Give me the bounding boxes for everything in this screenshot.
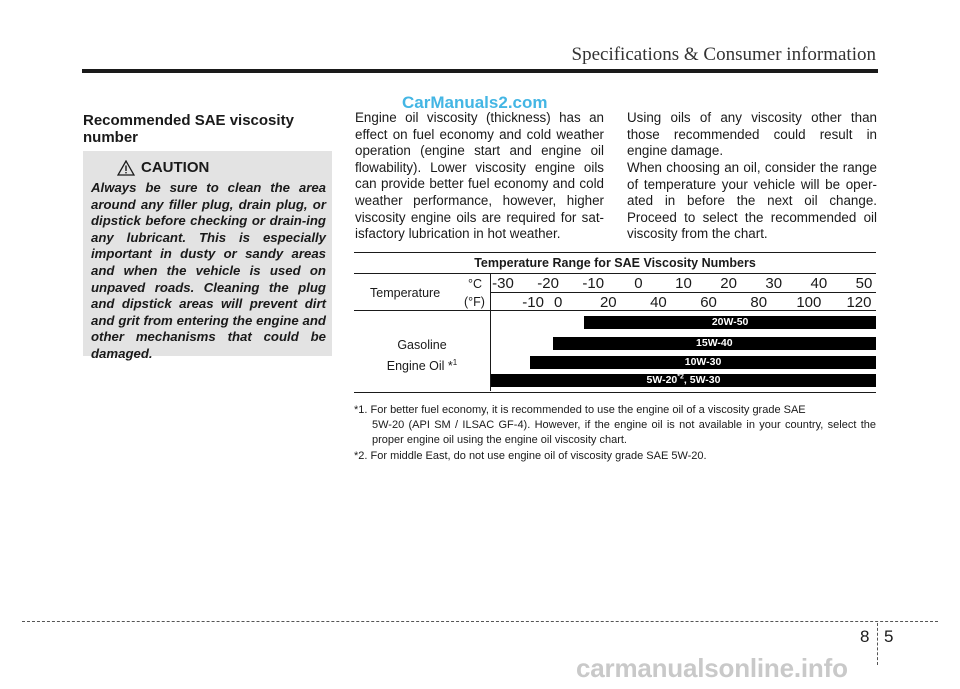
footnote-1-line2: 5W-20 (API SM / ILSAC GF-4). However, if the engine oil is not available in your country, select the proper engine oil using the engine oil viscosity chart. bbox=[372, 419, 876, 446]
viscosity-grade-label: 5W-20 bbox=[646, 374, 678, 386]
viscosity-bar bbox=[584, 316, 876, 329]
page-number-divider bbox=[877, 623, 878, 665]
fahrenheit-tick: 40 bbox=[650, 294, 667, 311]
gasoline-engine-oil-label bbox=[354, 337, 490, 375]
viscosity-bar bbox=[553, 337, 876, 350]
celsius-tick: -30 bbox=[492, 275, 514, 292]
viscosity-bar bbox=[530, 356, 876, 369]
viscosity-grade-label: 10W-30 bbox=[684, 356, 722, 368]
celsius-tick: -20 bbox=[537, 275, 559, 292]
celsius-tick: 40 bbox=[810, 275, 828, 292]
fahrenheit-tick: 0 bbox=[553, 294, 563, 311]
chapter-number: 8 bbox=[860, 627, 870, 646]
unit-fahrenheit: (°F) bbox=[464, 295, 485, 309]
viscosity-grade-label: 20W-50 bbox=[711, 316, 749, 328]
oil-label-line2: Engine Oil * bbox=[386, 359, 453, 374]
paragraph-choosing-oil: When choosing an oil, consider the range of temperature your vehicle will be oper-ated in before the next oil change. Proceed to select the recommended oil viscosity from the chart. bbox=[627, 160, 877, 242]
viscosity-table bbox=[354, 252, 876, 393]
watermark-bottom[interactable]: carmanualsonline.info bbox=[576, 653, 848, 683]
fahrenheit-tick: 60 bbox=[700, 294, 717, 311]
fahrenheit-tick: 80 bbox=[750, 294, 768, 311]
footer-rule bbox=[22, 621, 938, 622]
celsius-tick: 50 bbox=[855, 275, 873, 292]
footnote-1 bbox=[354, 403, 876, 448]
celsius-tick: 30 bbox=[765, 275, 783, 292]
viscosity-grade-footnote-mark: *2 bbox=[677, 373, 684, 381]
paragraph-viscosity-effect: Engine oil viscosity (thickness) has an effect on fuel economy and cold weather operation (engine start and engine oil flowability). Lower viscosity engine oils can provide better fuel economy and cold weather performance, however, higher viscosity engine oils are required for sat-isfactory lubrication in hot weather. bbox=[355, 110, 604, 242]
caution-text: Always be sure to clean the area around any filler plug, drain plug, or dipstick before checking or drain-ing any lubricant. This is especially important in dusty or sandy areas and when the vehicle is used on unpaved roads. Cleaning the plug and dipstick areas will prevent dirt and grit from entering the engine and other mechanisms that could be damaged. bbox=[91, 180, 326, 361]
warning-triangle-icon bbox=[117, 160, 135, 176]
watermark-top[interactable]: CarManuals2.com bbox=[402, 93, 548, 112]
fahrenheit-tick: -10 bbox=[522, 294, 544, 311]
header-rule bbox=[82, 69, 878, 73]
footnote-1-line1: *1. For better fuel economy, it is recommended to use the engine oil of a viscosity grade SAE bbox=[354, 404, 806, 416]
fahrenheit-tick: 20 bbox=[599, 294, 617, 311]
viscosity-bar bbox=[491, 374, 876, 387]
caution-header bbox=[117, 159, 326, 176]
oil-label-line1: Gasoline bbox=[397, 338, 447, 352]
oil-label-footnote-mark: 1 bbox=[452, 358, 458, 367]
paragraph-damage-warning: Using oils of any viscosity other than those recommended could result in engine damage. bbox=[627, 110, 877, 159]
celsius-scale bbox=[491, 275, 876, 295]
celsius-tick: -10 bbox=[582, 275, 605, 292]
section-header-title: Specifications & Consumer information bbox=[571, 44, 876, 65]
fahrenheit-tick: 100 bbox=[796, 294, 822, 311]
caution-box bbox=[83, 151, 332, 361]
table-title: Temperature Range for SAE Viscosity Numbers bbox=[474, 256, 756, 270]
unit-celsius: °C bbox=[468, 277, 483, 291]
caution-title: CAUTION bbox=[141, 159, 210, 176]
celsius-tick: 0 bbox=[634, 275, 643, 292]
table-row-divider bbox=[354, 273, 876, 274]
celsius-tick: 20 bbox=[720, 275, 737, 292]
fahrenheit-tick: 120 bbox=[846, 294, 872, 311]
viscosity-grade-label-tail: , 5W-30 bbox=[683, 374, 721, 386]
temperature-label: Temperature bbox=[370, 286, 441, 300]
fahrenheit-scale bbox=[491, 294, 876, 314]
page-number: 5 bbox=[884, 627, 894, 646]
section-heading: Recommended SAE viscosity number bbox=[83, 112, 294, 146]
footnote-2: *2. For middle East, do not use engine oil of viscosity grade SAE 5W-20. bbox=[354, 450, 707, 462]
viscosity-grade-label: 15W-40 bbox=[696, 337, 733, 349]
celsius-tick: 10 bbox=[675, 275, 692, 292]
